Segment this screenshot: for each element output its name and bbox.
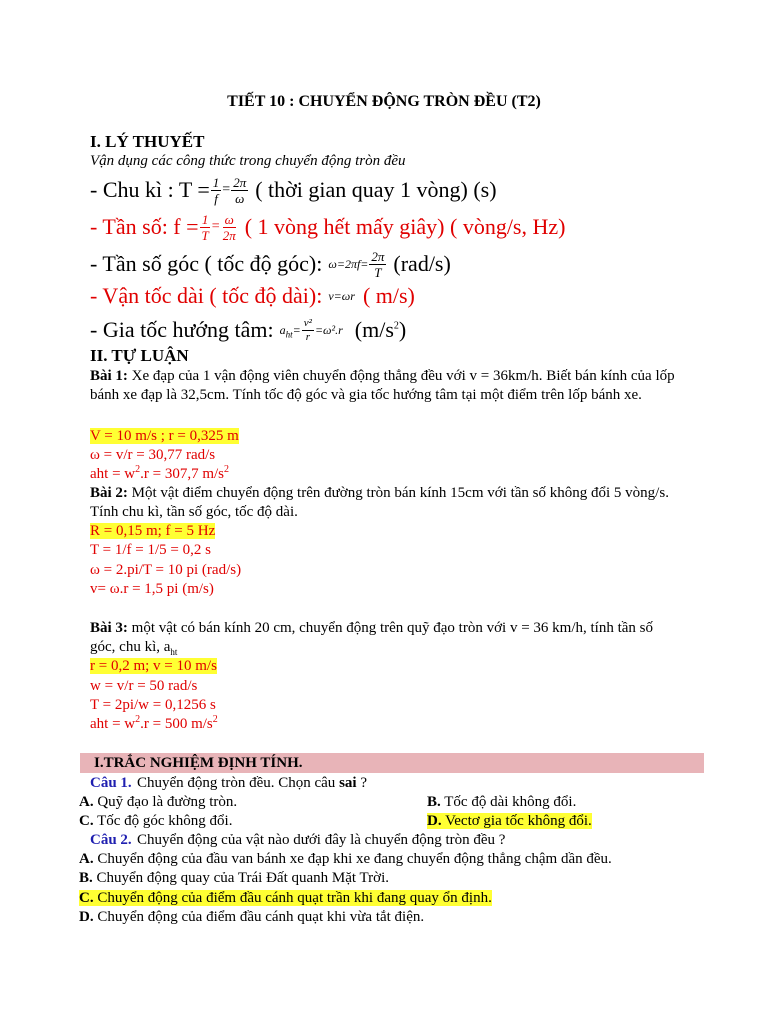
q1-option-d: D. Vectơ gia tốc không đổi. [427, 813, 592, 829]
period-fraction-2: $\frac{2\pi}{\omega}$ [233, 174, 247, 206]
q1-option-b: B. Tốc độ dài không đổi. [427, 794, 577, 810]
theory-subtitle: Vận dụng các công thức trong chuyển động tròn đều [90, 153, 406, 169]
frequency-fraction-1: $\frac{1}{T}$ [201, 211, 209, 243]
q2-option-b: B. Chuyển động quay của Trái Đất quanh Mặt Trời. [79, 870, 390, 886]
quiz-heading: I.TRẮC NGHIỆM ĐỊNH TÍNH. [80, 753, 704, 773]
bai1-line-1: ω = v/r = 30,77 rad/s [90, 447, 216, 463]
q2-option-a: A. Chuyển động của đầu van bánh xe đạp khi xe đang chuyển động thẳng chậm dần đều. [79, 851, 612, 867]
q1-text: Chuyển động tròn đều. Chọn câu sai ? [137, 775, 367, 791]
q2-label: Câu 2. [90, 832, 132, 848]
bai3-line-1: w = v/r = 50 rad/s [90, 678, 198, 694]
page-title: TIẾT 10 : CHUYỂN ĐỘNG TRÒN ĐỀU (T2) [227, 93, 541, 110]
angular-unit: (rad/s) [393, 251, 451, 276]
q2-text: Chuyển động của vật nào dưới đây là chuyển động tròn đều ? [137, 832, 506, 848]
linear-unit: ( m/s) [362, 283, 415, 308]
exercises-heading: II. TỰ LUẬN [90, 346, 189, 365]
angular-expr: ω=2πf= [328, 256, 369, 271]
linear-label: - Vận tốc dài ( tốc độ dài): [90, 283, 323, 308]
bai2-line-3: v= ω.r = 1,5 pi (m/s) [90, 581, 214, 597]
bai1-line-2: aht = $w^2.r = 307,7$ $m/s^2$ [90, 464, 230, 482]
linear-formula [90, 281, 415, 311]
angular-formula [90, 244, 451, 284]
angular-label: - Tần số góc ( tốc độ góc): [90, 251, 323, 276]
q1-option-a: A. Quỹ đạo là đường tròn. [79, 794, 238, 810]
bai1-text: Bài 1: Xe đạp của 1 vận động viên chuyển động thẳng đều với v = 36km/h. Biết bán kính của lốp bánh xe đạp là 32,5cm. Tính tốc độ góc và gia tốc hướng tâm tại một điểm trên lốp bánh xe. [90, 368, 675, 403]
theory-heading: I. LÝ THUYẾT [90, 132, 205, 151]
q2-option-d: D. Chuyển động của điểm đầu cánh quạt khi vừa tắt điện. [79, 909, 425, 925]
bai3-text: Bài 3: một vật có bán kính 20 cm, chuyển động trên quỹ đạo tròn với v = 36 km/h, tính tần số góc, chu kì, $a_{ht}$ [90, 620, 653, 657]
period-formula: - Chu kì : T = $\frac{1}{f}$ = $\frac{2\pi}{\omega}$ ( thời gian quay 1 vòng) (s) [90, 174, 497, 206]
q1-label: Câu 1. [90, 775, 132, 791]
bai2-line-1: T = 1/f = 1/5 = 0,2 s [90, 542, 211, 558]
bai3-line-2: T = 2pi/w = 0,1256 s [90, 697, 216, 713]
accel-expr: $a_{ht}=$ [279, 322, 301, 339]
bai2-text: Bài 2: Một vật điểm chuyển động trên đường tròn bán kính 15cm với tần số không đổi 5 vòng/s. Tính chu kì, tần số góc, tốc độ dài. [90, 485, 669, 520]
q1-option-c: C. Tốc độ góc không đổi. [79, 813, 233, 829]
period-label: - Chu kì : T = [90, 177, 210, 202]
period-fraction-1: $\frac{1}{f}$ [212, 174, 220, 206]
frequency-fraction-2: $\frac{\omega}{2\pi}$ [222, 211, 236, 243]
bai2-line-2: ω = 2.pi/T = 10 pi (rad/s) [90, 562, 242, 578]
accel-fraction: $\frac{\text{v²}}{r}$ [303, 316, 312, 343]
bai2-given: R = 0,15 m; f = 5 Hz [90, 523, 216, 539]
q2-option-c: C. Chuyển động của điểm đầu cánh quạt trần khi đang quay ổn định. [79, 890, 492, 906]
bai3-line-3: aht = $w^2.r = 500$ $m/s^2$ [90, 714, 218, 732]
accel-label: - Gia tốc hướng tâm: [90, 317, 274, 342]
frequency-desc: ( 1 vòng hết mấy giây) ( vòng/s, Hz) [244, 214, 566, 239]
accel-expr-rest: =ω².r [314, 322, 343, 337]
frequency-formula: - Tần số: f = $\frac{1}{T}$ = $\frac{\omega}{2\pi}$ ( 1 vòng hết mấy giây) ( vòng/s, Hz) [90, 211, 566, 243]
bai1-given: V = 10 m/s ; r = 0,325 m [90, 428, 239, 444]
linear-expr: v=ωr [328, 288, 355, 303]
accel-unit: $(m/s^2)$ [354, 317, 407, 342]
period-desc: ( thời gian quay 1 vòng) (s) [255, 177, 497, 202]
frequency-label: - Tần số: f = [90, 214, 199, 239]
angular-fraction: $\frac{2\pi}{T}$ [371, 248, 385, 280]
bai3-given: r = 0,2 m; v = 10 m/s [90, 658, 217, 674]
